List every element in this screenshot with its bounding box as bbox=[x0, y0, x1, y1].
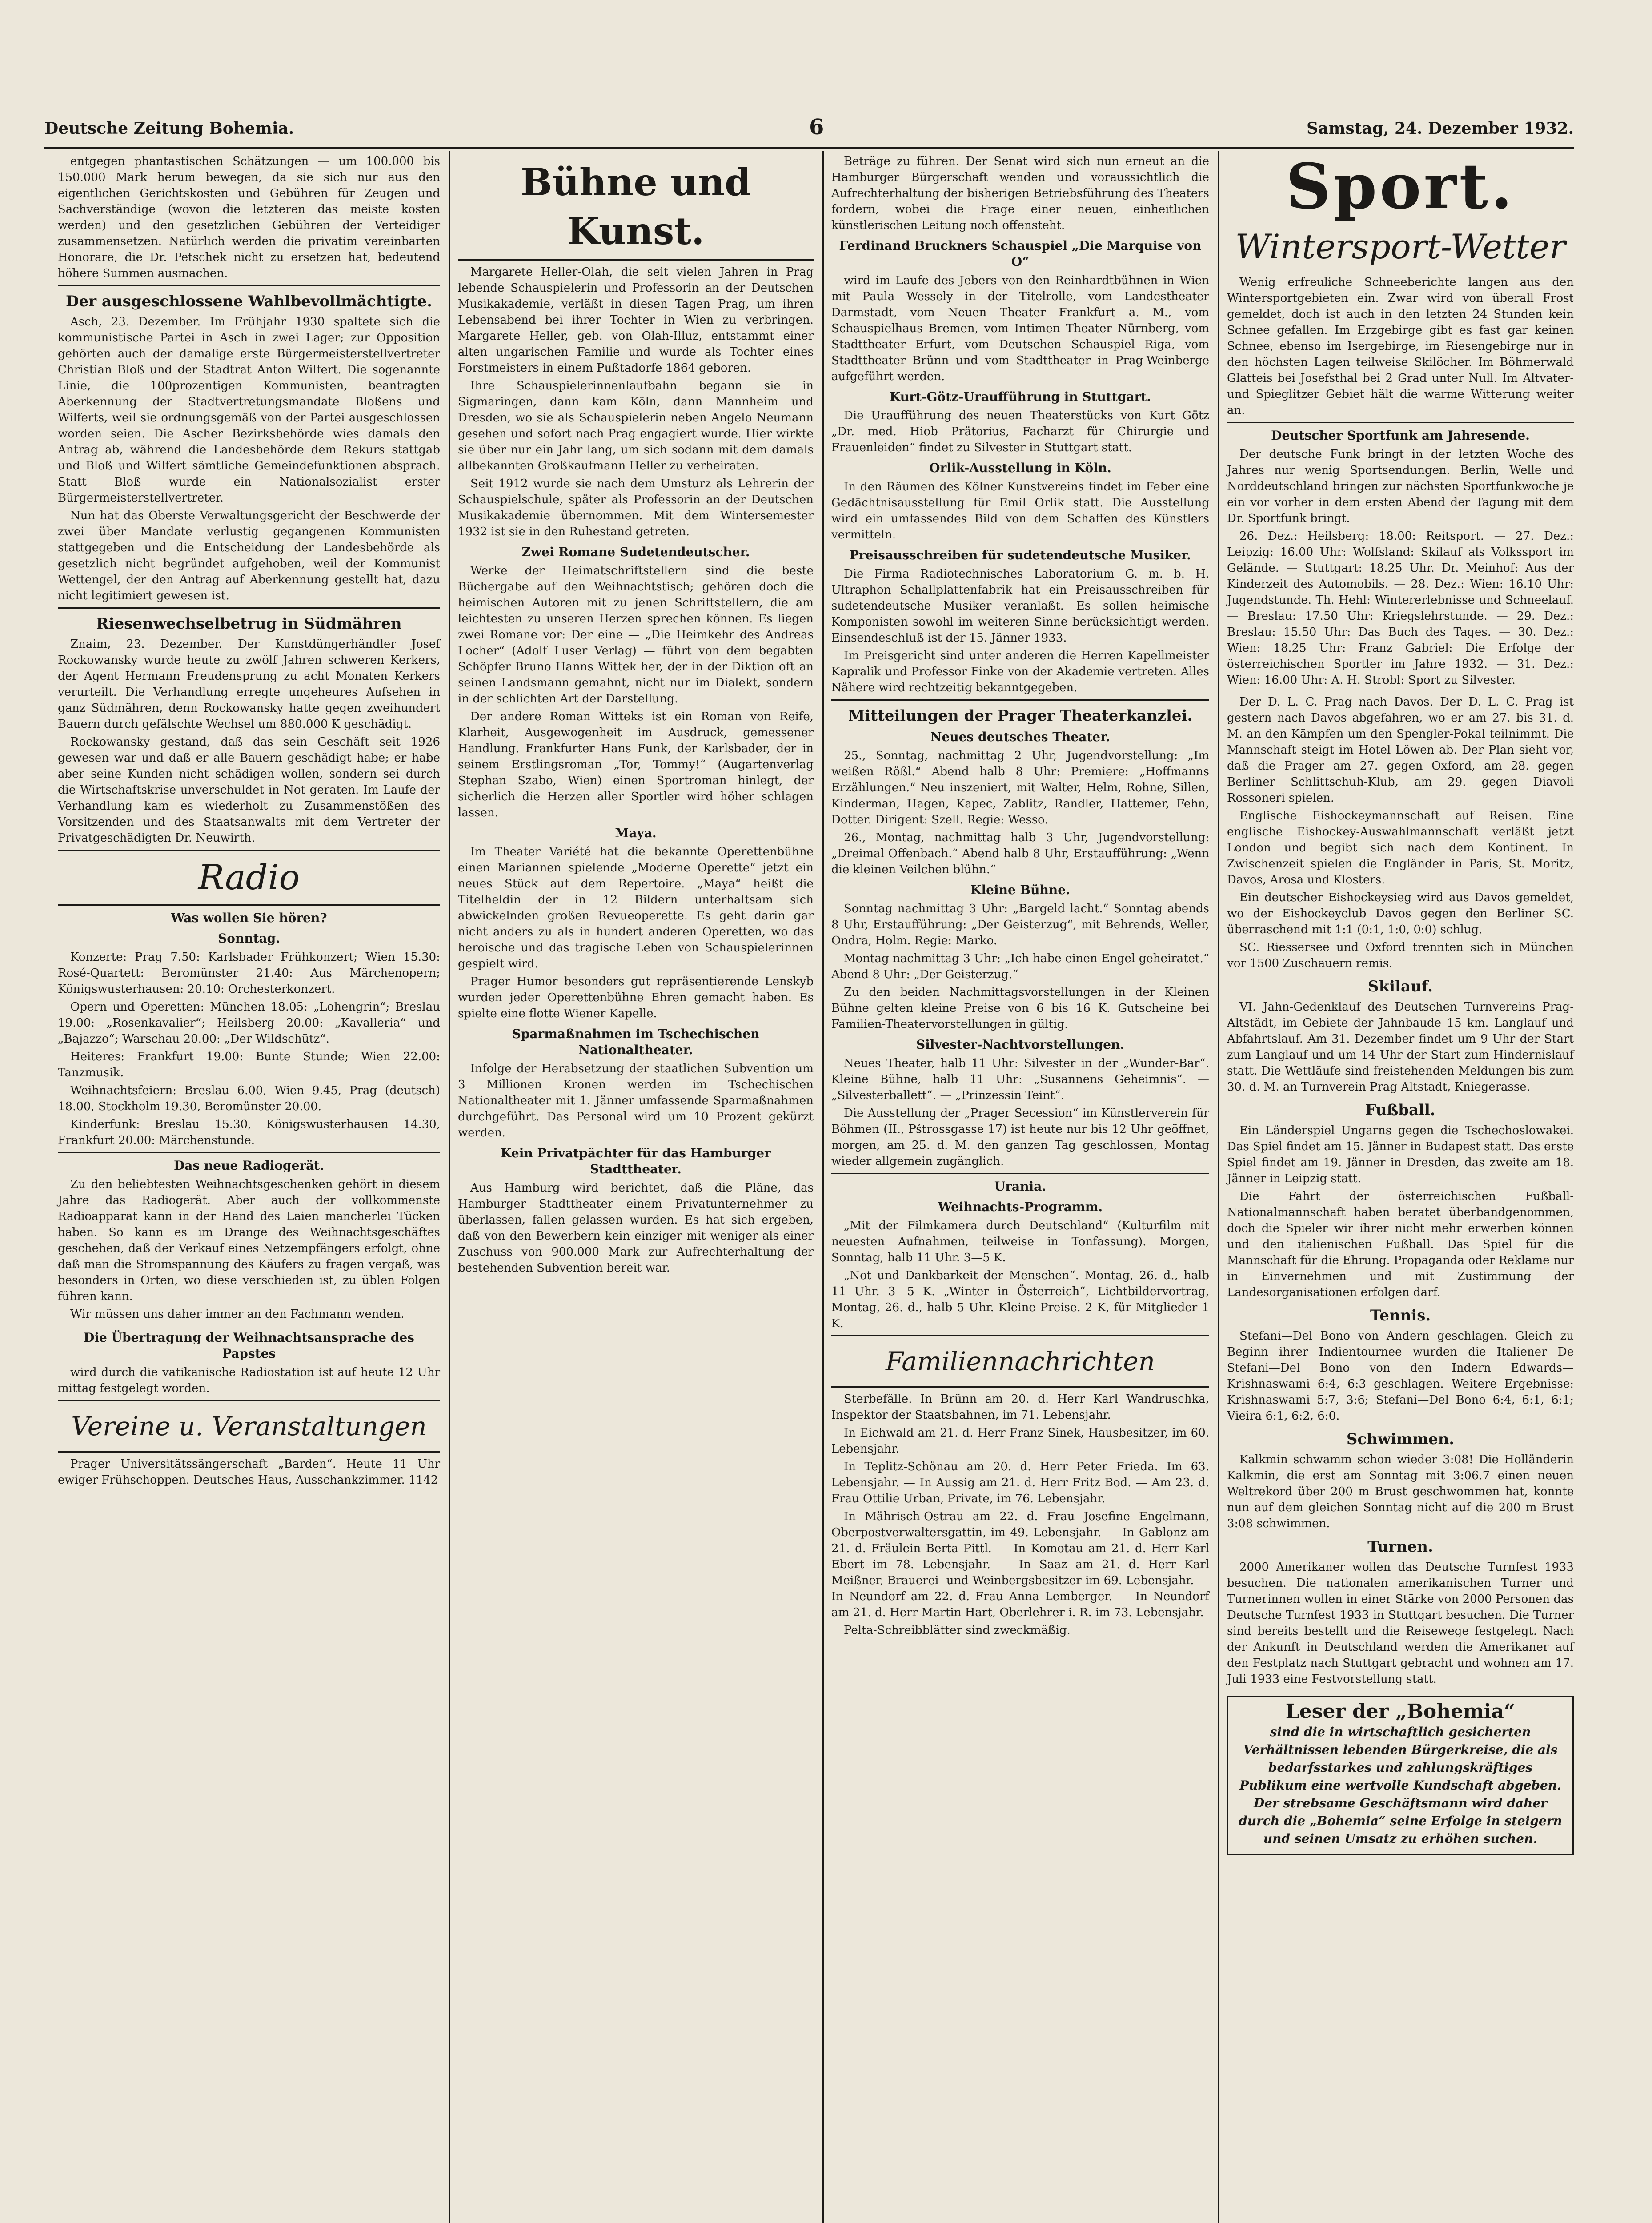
article-text: Ein Länderspiel Ungarns gegen die Tschechoslowakei. Das Spiel findet am 15. Jänner in Budapest statt. Das erste Spiel findet am 19. Jänner in Dresden, das zweite am 18. Jänner in Leipzig statt. bbox=[1227, 1124, 1574, 1185]
article-text: Infolge der Herabsetzung der staatlichen Subvention um 3 Millionen Kronen werden im Tschechischen Nationaltheater mit 1. Jänner umfassende Sparmaßnahmen durchgeführt. Das Personal wird um 10 Prozent gekürzt werden. bbox=[458, 1062, 814, 1140]
headline: Schwimmen. bbox=[1346, 1430, 1455, 1448]
article-text: Im Preisgericht sind unter anderen die Herren Kapellmeister Kapralik und Professor Finke von der Akademie vertreten. Alles Nähere wird rechtzeitig bekanntgegeben. bbox=[831, 649, 1209, 694]
article-text: Seit 1912 wurde sie nach dem Umsturz als Lehrerin der Schauspielschule, später als Professorin an der Deutschen Musikakademie übernommen. Mit dem Wintersemester 1932 ist sie in den Ruhestand getreten. bbox=[458, 477, 814, 538]
article-text: Neues Theater, halb 11 Uhr: Silvester in der „Wunder-Bar“. Kleine Bühne, halb 11 Uhr: „Susannens Geheimnis“. — „Silvesterballett“. — „Prinzessin Teint“. bbox=[831, 1057, 1209, 1102]
article-text: Die Firma Radiotechnisches Laboratorium G. m. b. H. Ultraphon Schallplattenfabrik hat ein Preisausschreiben für sudetendeutsche Musiker veranlaßt. Es sollen heimische Komponisten sowohl im weiteren Sinne berücksichtigt werden. Einsendeschluß ist der 15. Jänner 1933. bbox=[831, 567, 1209, 645]
article-text: „Not und Dankbarkeit der Menschen“. Montag, 26. d., halb 11 Uhr. 3—5 K. „Winter in Österreich“, Lichtbildervortrag, Montag, 26. d., halb 5 Uhr. Kleine Preise. 2 K, für Mitglieder 1 K. bbox=[831, 1269, 1209, 1330]
article-text: Beträge zu führen. Der Senat wird sich nun erneut an die Hamburger Bürgerschaft wenden und voraussichtlich die Aufrechterhaltung der bisherigen Betriebsführung des Theaters fordern, wobei die Frage einer neuen, einheitlichen künstlerischen Leitung noch offensteht. bbox=[831, 155, 1209, 232]
article-text: VI. Jahn-Gedenklauf des Deutschen Turnvereins Prag-Altstädt, im Gebiete der Jahnbaude 15 km. Langlauf und Abfahrtslauf. Am 31. Dezember findet um 9 Uhr der Start zum Langlauf und um 14 Uhr der Start zum Hindernislauf statt. Die Wettläufe sind freistehenden Meldungen bis zum 30. d. M. an Turnverein Prag Altstadt, Kniegerasse. bbox=[1227, 1000, 1574, 1094]
subheading: Zwei Romane Sudetendeutscher. bbox=[521, 545, 750, 559]
article-text: Kinderfunk: Breslau 15.30, Königswusterhausen 14.30, Frankfurt 20.00: Märchenstunde. bbox=[58, 1118, 440, 1147]
section-title-buehne: Bühne und Kunst. bbox=[521, 160, 751, 253]
divider bbox=[58, 904, 440, 906]
article-text: Opern und Operetten: München 18.05: „Lohengrin“; Breslau 19.00: „Rosenkavalier“; Heilsberg 20.00: „Kavalleria“ und „Bajazzo“; Warschau 20.00: „Der Wildschütz“. bbox=[58, 1000, 440, 1046]
divider bbox=[58, 1451, 440, 1453]
article-text: Montag nachmittag 3 Uhr: „Ich habe einen Engel geheiratet.“ Abend 8 Uhr: „Der Geisterzug.“ bbox=[831, 952, 1209, 981]
article-text: Englische Eishockeymannschaft auf Reisen. Eine englische Eishockey-Auswahlmannschaft verläßt jetzt London und begibt sich nach dem Kontinent. In Zwischenzeit spielen die Engländer in Paris, St. Moritz, Davos, Arosa und Klosters. bbox=[1227, 809, 1574, 887]
article-text: Werke der Heimatschriftstellern sind die beste Büchergabe auf den Weihnachtstisch; gehören doch die heimischen Autoren mit zu jenen Schriftstellern, die am leichtesten zu unseren Herzen sprechen können. Es liegen zwei Romane vor: Der eine — „Die Heimkehr des Andreas Locher“ (Adolf Luser Verlag) — führt von dem begabten Schöpfer Bruno Hanns Wittek her, der in der Diktion oft an seinen Landsmann gemahnt, nicht nur im Dialekt, sondern in der schlichten Art der Darstellung. bbox=[458, 564, 814, 706]
divider bbox=[831, 1386, 1209, 1388]
article-text: 2000 Amerikaner wollen das Deutsche Turnfest 1933 besuchen. Die nationalen amerikanischen Turner und Turnerinnen wollen in einer Stärke von 2000 Personen das Deutsche Turnfest 1933 in Stuttgart besuchen. Die Turner sind bereits bestellt und die Reisewege festgelegt. Nach der Ankunft in Deutschland werden die Amerikaner auf den Festplatz nach Stuttgart gebracht und wohnen am 17. Juli 1933 eine Festvorstellung statt. bbox=[1227, 1561, 1574, 1686]
article-text: Nun hat das Oberste Verwaltungsgericht der Beschwerde der zwei über Mandate verlustig gegangenen Kommunisten stattgegeben und die Entscheidung der Landesbehörde als gesetzlich nicht begründet aufgehoben, weil der Kommunist Wettengel, der den Antrag auf Aberkennung gestellt hat, dazu nicht legitimiert gewesen ist. bbox=[58, 509, 440, 602]
article-text: 26. Dez.: Heilsberg: 18.00: Reitsport. — 27. Dez.: Leipzig: 16.00 Uhr: Wolfsland: Skilauf als Volkssport im Gelände. — Stuttgart: 18.25 Uhr. Dr. Meinhof: Aus der Kinderzeit des Automobils. — 28. Dez.: Wien: 16.10 Uhr: Jugendstunde. Th. Hehl: Wintererlebnisse und Schneelauf. — Breslau: 17.50 Uhr: Kriegslehrstunde. — 29. Dez.: Breslau: 15.50 Uhr: Das Buch des Tages. — 30. Dez.: Wien: 18.25 Uhr: Franz Gabriel: Die Erfolge der österreichischen Sportler im Jahre 1932. — 31. Dez.: Wien: 16.00 Uhr: A. H. Strobl: Sport zu Silvester. bbox=[1227, 530, 1574, 687]
column-divider bbox=[1218, 151, 1219, 2223]
page-header bbox=[44, 115, 1574, 150]
article-text: Rockowansky gestand, daß das sein Geschäft seit 1926 gewesen war und daß er alle Bauern geschädigt habe; er habe aber seine Kunden nicht schädigen wollen, sondern sei durch die Wirtschaftskrise unverschuldet in Not geraten. Im Laufe der Verhandlung kam es wiederholt zu Zusammenstößen des Vorsitzenden und des Staatsanwalts mit dem Vertreter der Privatgeschädigten Dr. Neuwirth. bbox=[58, 735, 440, 845]
divider bbox=[831, 699, 1209, 701]
article-text: Der deutsche Funk bringt in der letzten Woche des Jahres nur wenig Sportsendungen. Berlin, Welle und Norddeutschland bringen zur nächsten Sportfunkwoche je ein vor vorher in dem ersten Abend der Tagung mit dem Dr. Sportfunk bringt. bbox=[1227, 448, 1574, 525]
article-text: Znaim, 23. Dezember. Der Kunstdüngerhändler Josef Rockowansky wurde heute zu zwölf Jahren schweren Kerkers, der Agent Hermann Freudensprung zu acht Monaten Kerkers verurteilt. Die Verhandlung erregte ungeheures Aufsehen in ganz Südmähren, denn Rockowansky hatte gegen zweihundert Bauern durch gefälschte Wechsel um 880.000 K geschädigt. bbox=[58, 638, 440, 731]
article-text: Sterbefälle. In Brünn am 20. d. Herr Karl Wandruschka, Inspektor der Staatsbahnen, im 71. Lebensjahr. bbox=[831, 1392, 1209, 1422]
headline: Fußball. bbox=[1365, 1101, 1435, 1119]
article-text: Die Ausstellung der „Prager Secession“ im Künstlerverein für Böhmen (II., Pštrossgasse 17) ist heute nur bis 12 Uhr geöffnet, morgen, am 25. d. M. den ganzen Tag geschlossen, Montag wieder allgemein zugänglich. bbox=[831, 1107, 1209, 1168]
divider bbox=[831, 1173, 1209, 1174]
article-text: Asch, 23. Dezember. Im Frühjahr 1930 spaltete sich die kommunistische Partei in Asch in zwei Lager; zur Opposition gehörten auch der damalige erste Bürgermeisterstellvertreter Christian Bloß und der Stadtrat Anton Wilfert. Die sogenannte Linie, die 100prozentigen Kommunisten, beantragten Aberkennung der Stadtvertretungsmandate Bloßens und Wilferts, weil sie ordnungsgemäß von der Partei ausgeschlossen worden seien. Die Ascher Bezirksbehörde wies damals den Antrag ab, während die Landesbehörde dem Rekurs stattgab und Bloß und Wilfert sämtliche Gemeindefunktionen absprach. Statt Bloß wurde ein Nationalsozialist erster Bürgermeisterstellvertreter. bbox=[58, 315, 440, 505]
divider bbox=[58, 1400, 440, 1401]
article-text: Kalkmin schwamm schon wieder 3:08! Die Holländerin Kalkmin, die erst am Sonntag mit 3:06.7 einen neuen Weltrekord über 200 m Brust geschwommen hat, konnte nun auf dem gleichen Sonntag nicht auf die 200 m Brust 3:08 schwimmen. bbox=[1227, 1453, 1574, 1530]
column-divider bbox=[449, 151, 450, 2223]
subheading: Die Übertragung der Weihnachtsansprache des Papstes bbox=[84, 1330, 414, 1361]
article-text: wird durch die vatikanische Radiostation ist auf heute 12 Uhr mittag festgelegt worden. bbox=[58, 1366, 440, 1395]
subheading: Urania. bbox=[994, 1179, 1047, 1194]
article-text: Ein deutscher Eishockeysieg wird aus Davos gemeldet, wo der Eishockeyclub Davos gegen den Berliner SC. überraschend mit 1:1 (0:1, 1:0, 0:0) schlug. bbox=[1227, 891, 1574, 936]
article-text: Sonntag nachmittag 3 Uhr: „Bargeld lacht.“ Sonntag abends 8 Uhr, Erstaufführung: „Der Geisterzug“, mit Behrends, Weller, Ondra, Holm. Regie: Marko. bbox=[831, 902, 1209, 947]
article-text: Pelta-Schreibblätter sind zweckmäßig. bbox=[844, 1624, 1071, 1637]
advertisement-box bbox=[1227, 1696, 1574, 1855]
article-text: wird im Laufe des Jebers von den Reinhardtbühnen in Wien mit Paula Wessely in der Titelrolle, vom Landestheater Darmstadt, vom Neuen Theater Frankfurt a. M., vom Schauspielhaus Bremen, vom Intimen Theater Nürnberg, vom Stadttheater Erfurt, vom Deutschen Schauspiel Riga, vom Stadttheater Brünn und vom Stadttheater in Prag-Weinberge aufgeführt werden. bbox=[831, 274, 1209, 383]
article-text: Prager Universitätssängerschaft „Barden“. Heute 11 Uhr ewiger Frühschoppen. Deutsches Haus, Ausschankzimmer. 1142 bbox=[58, 1457, 440, 1487]
section-subtitle-wintersport: Wintersport-Wetter bbox=[1235, 227, 1566, 266]
divider bbox=[58, 607, 440, 609]
headline: Turnen. bbox=[1367, 1538, 1433, 1556]
divider bbox=[58, 850, 440, 851]
divider bbox=[831, 1335, 1209, 1336]
article-text: Wenig erfreuliche Schneeberichte langen aus den Wintersportgebieten ein. Zwar wird von überall Frost gemeldet, doch ist auch in den letzten 24 Stunden kein Schnee gefallen. Im Erzgebirge gibt es fast gar keinen Schnee, ebenso im Isergebirge, im Riesengebirge nur in den höchsten Lagen teilweise Skilöcher. Im Böhmerwald Glatteis bei Josefsthal bei 2 Grad unter Null. Im Altvater- und Spieglitzer Gebiet hält die warme Witterung weiter an. bbox=[1227, 276, 1574, 417]
newspaper-name: Deutsche Zeitung Bohemia. bbox=[44, 119, 294, 138]
header-rule bbox=[44, 147, 1574, 149]
article-text: In Teplitz-Schönau am 20. d. Herr Peter Frieda. Im 63. Lebensjahr. — In Aussig am 21. d. Herr Fritz Bod. — Am 23. d. Frau Ottilie Urban, Private, im 76. Lebensjahr. bbox=[831, 1460, 1209, 1505]
section-title-vereine: Vereine u. Veranstaltungen bbox=[71, 1411, 427, 1441]
article-text: Der andere Roman Witteks ist ein Roman von Reife, Klarheit, Ausgewogenheit im Ausdruck, gemessener Handlung. Frankfurter Hans Funk, der Karlsbader, der in seinem Erstlingsroman „Tor, Tommy!“ (Augartenverlag Stephan Szabo, Wien) einen Sportroman hinlegt, der sicherlich die Herzen aller Sportler wird höher schlagen lassen. bbox=[458, 710, 814, 819]
subheading: Preisausschreiben für sudetendeutsche Musiker. bbox=[850, 548, 1191, 562]
article-text: Margarete Heller-Olah, die seit vielen Jahren in Prag lebende Schauspielerin und Professorin an der Deutschen Musikakademie, verläßt in diesen Tagen Prag, um ihren Lebensabend bei ihrer Tochter in Wien zu verbringen. Margarete Heller, geb. von Olah-Illuz, entstammt einer alten ungarischen Familie und wurde als Tochter eines Forstmeisters in einem Pußtadorfe 1864 geboren. bbox=[458, 265, 814, 375]
article-text: Konzerte: Prag 7.50: Karlsbader Frühkonzert; Wien 15.30: Rosé-Quartett: Beromünster 21.40: Aus Märchenopern; Königswusterhausen: 20.10: Orchesterkonzert. bbox=[58, 951, 440, 996]
headline: Skilauf. bbox=[1368, 978, 1433, 995]
article-text: Aus Hamburg wird berichtet, daß die Pläne, das Hamburger Stadttheater einem Privatunternehmer zu überlassen, fallen gelassen wurden. Es hat sich ergeben, daß von den Bewerbern kein einziger mit weniger als einer Zuschuss von 900.000 Mark zur Aufrechterhaltung der bestehenden Subvention bereit war. bbox=[458, 1181, 814, 1275]
divider bbox=[58, 1152, 440, 1153]
article-text: Zu den beliebtesten Weihnachtsgeschenken gehört in diesem Jahre das Radiogerät. Aber auch der vollkommenste Radioapparat kann in der Hand des Laien mancherlei Tücken haben. So kann es im Drange des Weihnachtsgeschäftes geschehen, daß der Verkauf eines Netzempfängers erfolgt, ohne daß man die Stromspannung des Käufers zu fragen vergaß, was besonders in Orten, wo diese verschieden ist, zu üblen Folgen führen kann. bbox=[58, 1178, 440, 1303]
subheading: Deutscher Sportfunk am Jahresende. bbox=[1271, 428, 1530, 443]
article-text: Zu den beiden Nachmittagsvorstellungen in der Kleinen Bühne gelten kleine Preise von 6 bis 16 K. Gutscheine bei Familien-Theatervorstellungen in gültig. bbox=[831, 986, 1209, 1031]
headline: Der ausgeschlossene Wahlbevollmächtigte. bbox=[66, 293, 432, 310]
subheading: Kein Privatpächter für das Hamburger Stadttheater. bbox=[501, 1146, 771, 1176]
column-2 bbox=[458, 153, 814, 1278]
subheading: Sparmaßnahmen im Tschechischen Nationaltheater. bbox=[512, 1027, 760, 1057]
advertisement-text: sind die in wirtschaftlich gesicherten Verhältnissen lebenden Bürgerkreise, die als bedarfsstarkes und zahlungskräftiges Publikum eine wertvolle Kundschaft abgeben. Der strebsame Geschäftsmann wird daher durch die „Bohemia“ seine Erfolge in steigern und seinen Umsatz zu erhöhen suchen. bbox=[1239, 1725, 1562, 1846]
headline: Mitteilungen der Prager Theaterkanzlei. bbox=[848, 707, 1193, 725]
subheading: Sonntag. bbox=[217, 931, 280, 946]
page-number: 6 bbox=[809, 115, 824, 140]
article-text: Stefani—Del Bono von Andern geschlagen. Gleich zu Beginn ihrer Indientournee wurden die Italiener De Stefani—Del Bono von den Indern Edwards—Krishnaswami 6:4, 6:3 geschlagen. Weitere Ergebnisse: Krishnaswami 5:7, 3:6; Stefani—Del Bono 6:4, 6:1, 6:1; Vieira 6:1, 6:2, 6:0. bbox=[1227, 1329, 1574, 1423]
article-text: In Eichwald am 21. d. Herr Franz Sinek, Hausbesitzer, im 60. Lebensjahr. bbox=[831, 1426, 1209, 1456]
article-text: In Mährisch-Ostrau am 22. d. Frau Josefine Engelmann, Oberpostverwaltersgattin, im 49. Lebensjahr. — In Gablonz am 21. d. Fräulein Berta Pittl. — In Komotau am 21. d. Herr Karl Ebert im 78. Lebensjahr. — In Saaz am 21. d. Herr Karl Meißner, Brauerei- und Weinbergsbesitzer im 69. Lebensjahr. — In Neundorf am 22. d. Frau Anna Lemberger. — In Neundorf am 21. d. Herr Martin Hart, Oberlehrer i. R. im 73. Lebensjahr. bbox=[831, 1510, 1209, 1619]
subheading: Kurt-Götz-Uraufführung in Stuttgart. bbox=[890, 389, 1151, 404]
headline: Riesenwechselbetrug in Südmähren bbox=[96, 615, 402, 633]
divider bbox=[1227, 422, 1574, 423]
article-text: Die Uraufführung des neuen Theaterstücks von Kurt Götz „Dr. med. Hiob Prätorius, Facharzt für Chirurgie und Frauenleiden“ findet zu Silvester in Stuttgart statt. bbox=[831, 409, 1209, 454]
column-divider bbox=[822, 151, 824, 2223]
subheading: Was wollen Sie hören? bbox=[171, 911, 327, 925]
advertisement-title: Leser der „Bohemia“ bbox=[1285, 1700, 1516, 1723]
article-text: Die Fahrt der österreichischen Fußball-Nationalmannschaft haben beratet überbandgenommen, doch die Spieler wir ihrer nicht mehr erwerben können und den italienischen Fußball. Das Spiel für die Mannschaft für die Ehrung. Propaganda oder Reklame nur in Einvernehmen und mit Zustimmung der Landesorganisationen erfolgen darf. bbox=[1227, 1190, 1574, 1299]
divider bbox=[458, 259, 814, 261]
article-text: Im Theater Variété hat die bekannte Operettenbühne einen Mariannen spielende „Moderne Operette“ jetzt ein neues Stück auf dem Repertoire. „Maya“ heißt die Titelheldin der in 12 Bildern unterhaltsam sich abwickelnden großen Revueoperette. Es geht darin gar nicht anders zu als in hundert anderen Operetten, wo das heroische und das tragische Leben von Schauspielerinnen gespielt wird. bbox=[458, 845, 814, 971]
section-title-familie: Familiennachrichten bbox=[885, 1346, 1155, 1376]
subheading: Ferdinand Bruckners Schauspiel „Die Marquise von O“ bbox=[839, 238, 1202, 269]
subheading: Maya. bbox=[615, 826, 657, 840]
article-text: „Mit der Filmkamera durch Deutschland“ (Kulturfilm mit neuesten Aufnahmen, teilweise in Tonfassung). Morgen, Sonntag, halb 11 Uhr. 3—5 K. bbox=[831, 1219, 1209, 1264]
article-text: Wir müssen uns daher immer an den Fachmann wenden. bbox=[70, 1308, 405, 1321]
section-title-radio: Radio bbox=[198, 858, 300, 898]
divider bbox=[58, 285, 440, 286]
subheading: Das neue Radiogerät. bbox=[174, 1158, 324, 1173]
article-text: In den Räumen des Kölner Kunstvereins findet im Feber eine Gedächtnisausstellung für Emil Orlik statt. Die Ausstellung wird ein umfassendes Bild von dem Schaffen des Künstlers vermitteln. bbox=[831, 480, 1209, 542]
article-text: Weihnachtsfeiern: Breslau 6.00, Wien 9.45, Prag (deutsch) 18.00, Stockholm 19.30, Beromünster 20.00. bbox=[58, 1084, 440, 1113]
section-title-sport: Sport. bbox=[1286, 150, 1515, 223]
subheading: Neues deutsches Theater. bbox=[930, 730, 1111, 744]
subheading: Weihnachts-Programm. bbox=[938, 1200, 1103, 1214]
subheading: Orlik-Ausstellung in Köln. bbox=[929, 461, 1111, 475]
article-text: Der D. L. C. Prag nach Davos. Der D. L. C. Prag ist gestern nach Davos abgefahren, wo er am 27. bis 31. d. M. an den Kämpfen um den Spengler-Pokal teilnimmt. Die Mannschaft steigt im Hotel Löwen ab. Der Plan sieht vor, daß die Prager am 27. gegen Oxford, am 28. gegen Berliner Schlittschuh-Klub, am 29. gegen Diavoli Rossoneri spielen. bbox=[1227, 695, 1574, 805]
subheading: Kleine Bühne. bbox=[970, 883, 1070, 897]
article-text: Prager Humor besonders gut repräsentierende Lenskyb wurden jeder Operettenbühne Ehren gemacht haben. Es spielte eine flotte Wiener Kapelle. bbox=[458, 975, 814, 1020]
column-4 bbox=[1227, 150, 1574, 1855]
article-text: SC. Riessersee und Oxford trennten sich in München vor 1500 Zuschauern remis. bbox=[1227, 941, 1574, 970]
column-3 bbox=[831, 153, 1209, 1640]
issue-date: Samstag, 24. Dezember 1932. bbox=[1307, 119, 1574, 138]
article-text: Ihre Schauspielerinnenlaufbahn begann sie in Sigmaringen, dann kam Köln, dann Mannheim und Dresden, wo sie als Schauspielerin neben Angelo Neumann gesehen und sofort nach Prag engagiert wurde. Hier wirkte sie über nur ein Jahr lang, um sich sodann mit dem damals allbekannten Großkaufmann Heller zu verheiraten. bbox=[458, 379, 814, 473]
article-text: 25., Sonntag, nachmittag 2 Uhr, Jugendvorstellung: „Im weißen Rößl.“ Abend halb 8 Uhr: Premiere: „Hoffmanns Erzählungen.“ Neu inszeniert, mit Walter, Helm, Rohne, Sillen, Kinderman, Hagen, Kapec, Zablitz, Randler, Hattemer, Fehn, Dotter. Dirigent: Szell. Regie: Wesso. bbox=[831, 749, 1209, 827]
subheading: Silvester-Nachtvorstellungen. bbox=[916, 1037, 1125, 1052]
article-text: 26., Montag, nachmittag halb 3 Uhr, Jugendvorstellung: „Dreimal Offenbach.“ Abend halb 8 Uhr, Erstaufführung: „Wenn die kleinen Veilchen blühn.“ bbox=[831, 831, 1209, 876]
article-text: Heiteres: Frankfurt 19.00: Bunte Stunde; Wien 22.00: Tanzmusik. bbox=[58, 1050, 440, 1079]
headline: Tennis. bbox=[1370, 1307, 1431, 1324]
column-1 bbox=[58, 153, 440, 1490]
article-text: entgegen phantastischen Schätzungen — um 100.000 bis 150.000 Mark herum bewegen, da sie sich nur aus den eigentlichen Gerichtskosten und Gebühren für Zeugen und Sachverständige (wovon die letzteren das meiste kosten werden) und den gesetzlichen Gebühren der Verteidiger zusammensetzen. Natürlich werden die privatim vereinbarten Honorare, die Dr. Petschek nicht zu ersetzen hat, bedeutend höhere Summen ausmachen. bbox=[58, 155, 440, 280]
